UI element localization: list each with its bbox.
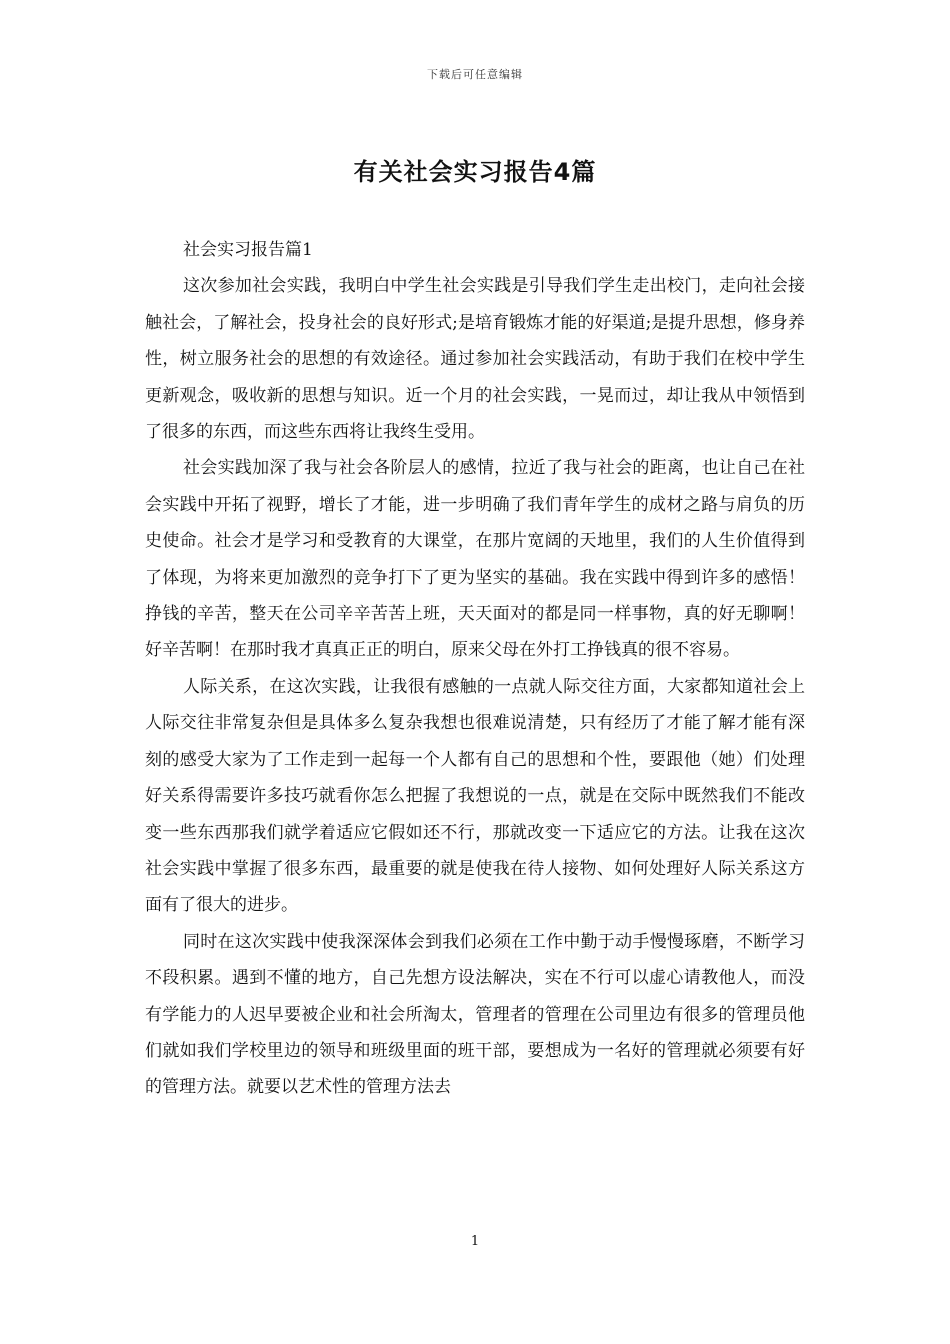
page-header: 下载后可任意编辑 <box>427 68 523 81</box>
section-heading: 社会实习报告篇1 <box>183 240 313 260</box>
page-number: 1 <box>470 1234 480 1249</box>
paragraph-2: 社会实践加深了我与社会各阶层人的感情，拉近了我与社会的距离，也让自己在社会实践中开拓了视野，增长了才能，进一步明确了我们青年学生的成材之路与肩负的历史使命。社会才是学习和受教育的大课堂，在那片宽阔的天地里，我们的人生价值得到了体现，为将来更加激烈的竞争打下了更为坚实的基础。我在实践中得到许多的感悟！挣钱的辛苦，整天在公司辛辛苦苦上班，天天面对的都是同一样事物，真的好无聊啊！好辛苦啊！在那时我才真真正正的明白，原来父母在外打工挣钱真的很不容易。 <box>145 458 805 661</box>
paragraph-4: 同时在这次实践中使我深深体会到我们必须在工作中勤于动手慢慢琢磨，不断学习不段积累。遇到不懂的地方，自己先想方设法解决，实在不行可以虚心请教他人，而没有学能力的人迟早要被企业和社会所淘太，管理者的管理在公司里边有很多的管理员他们就如我们学校里边的领导和班级里面的班干部，要想成为一名好的管理就必须要有好的管理方法。就要以艺术性的管理方法去 <box>145 931 805 1098</box>
paragraph-3: 人际关系，在这次实践，让我很有感触的一点就人际交往方面，大家都知道社会上人际交往非常复杂但是具体多么复杂我想也很难说清楚，只有经历了才能了解才能有深刻的感受大家为了工作走到一起每一个人都有自己的思想和个性，要跟他（她）们处理好关系得需要许多技巧就看你怎么把握了我想说的一点，就是在交际中既然我们不能改变一些东西那我们就学着适应它假如还不行，那就改变一下适应它的方法。让我在这次社会实践中掌握了很多东西，最重要的就是使我在待人接物、如何处理好人际关系这方面有了很大的进步。 <box>145 676 805 916</box>
document-body <box>145 232 805 1106</box>
paragraph-1: 这次参加社会实践，我明白中学生社会实践是引导我们学生走出校门，走向社会接触社会，了解社会，投身社会的良好形式;是培育锻炼才能的好渠道;是提升思想，修身养性，树立服务社会的思想的有效途径。通过参加社会实践活动，有助于我们在校中学生更新观念，吸收新的思想与知识。近一个月的社会实践，一晃而过，却让我从中领悟到了很多的东西，而这些东西将让我终生受用。 <box>145 276 805 443</box>
document-title: 有关社会实习报告4篇 <box>353 158 597 186</box>
